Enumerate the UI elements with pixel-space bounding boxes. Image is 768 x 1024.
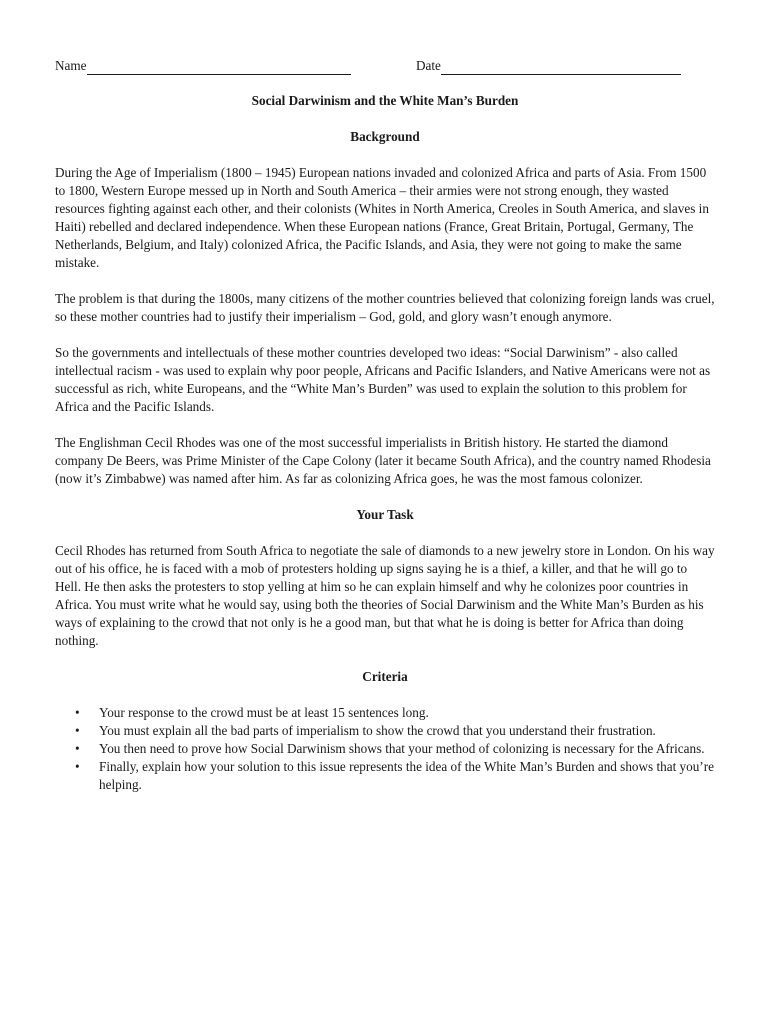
date-blank-line	[441, 60, 681, 75]
criteria-item	[55, 758, 715, 794]
background-heading: Background	[350, 129, 420, 144]
criteria-item-text: You must explain all the bad parts of imperialism to show the crowd that you understand their frustration.	[99, 723, 656, 738]
worksheet-content	[55, 92, 715, 794]
bullet-icon: •	[75, 759, 80, 774]
bullet-icon: •	[75, 705, 80, 720]
criteria-item-text: Finally, explain how your solution to this issue represents the idea of the White Man’s Burden and shows that you’re helping.	[99, 759, 714, 792]
bullet-icon: •	[75, 741, 80, 756]
background-paragraph-4: The Englishman Cecil Rhodes was one of the most successful imperialists in British history. He started the diamond company De Beers, was Prime Minister of the Cape Colony (later it became South Africa), and the country named Rhodesia (now it’s Zimbabwe) was named after him. As far as colonizing Africa goes, he was the most famous colonizer.	[55, 435, 711, 486]
bullet-icon: •	[75, 723, 80, 738]
date-label: Date	[416, 58, 441, 73]
background-paragraph-2: The problem is that during the 1800s, many citizens of the mother countries believed that colonizing foreign lands was cruel, so these mother countries had to justify their imperialism – God, gold, and glory wasn’t enough anymore.	[55, 291, 715, 324]
name-date-header	[55, 57, 715, 75]
criteria-list	[55, 704, 715, 794]
name-label: Name	[55, 58, 87, 73]
page-title: Social Darwinism and the White Man’s Burden	[251, 93, 519, 108]
task-paragraph: Cecil Rhodes has returned from South Africa to negotiate the sale of diamonds to a new jewelry store in London. On his way out of his office, he is faced with a mob of protesters holding up signs saying he is a thief, a killer, and that he will go to Hell. He then asks the protesters to stop yelling at him so he can explain himself and why he colonizes poor countries in Africa. You must write what he would say, using both the theories of Social Darwinism and the White Man’s Burden as his ways of explaining to the crowd that not only is he a good man, but that what he is doing is better for Africa than doing nothing.	[55, 543, 715, 648]
criteria-item	[55, 704, 715, 722]
task-heading: Your Task	[356, 507, 414, 522]
date-field	[416, 57, 681, 75]
criteria-item-text: Your response to the crowd must be at least 15 sentences long.	[99, 705, 429, 720]
criteria-item	[55, 740, 715, 758]
background-paragraph-3: So the governments and intellectuals of these mother countries developed two ideas: “Social Darwinism” - also called intellectual racism - was used to explain why poor people, Africans and Pacific Islanders, and Native Americans were not as successful as rich, white Europeans, and the “White Man’s Burden” was used to explain the solution to this problem for Africa and the Pacific Islands.	[55, 345, 711, 414]
criteria-heading: Criteria	[362, 669, 408, 684]
criteria-item	[55, 722, 715, 740]
background-paragraph-1: During the Age of Imperialism (1800 – 1945) European nations invaded and colonized Africa and parts of Asia. From 1500 to 1800, Western Europe messed up in North and South America – their armies were not strong enough, they wasted resources fighting against each other, and their colonists (Whites in North America, Creoles in South America, and slaves in Haiti) rebelled and declared independence. When these European nations (France, Great Britain, Portugal, Germany, The Netherlands, Belgium, and Italy) colonized Africa, the Pacific Islands, and Asia, they were not going to make the same mistake.	[55, 165, 709, 270]
criteria-item-text: You then need to prove how Social Darwinism shows that your method of colonizing is necessary for the Africans.	[99, 741, 705, 756]
name-blank-line	[87, 60, 351, 75]
